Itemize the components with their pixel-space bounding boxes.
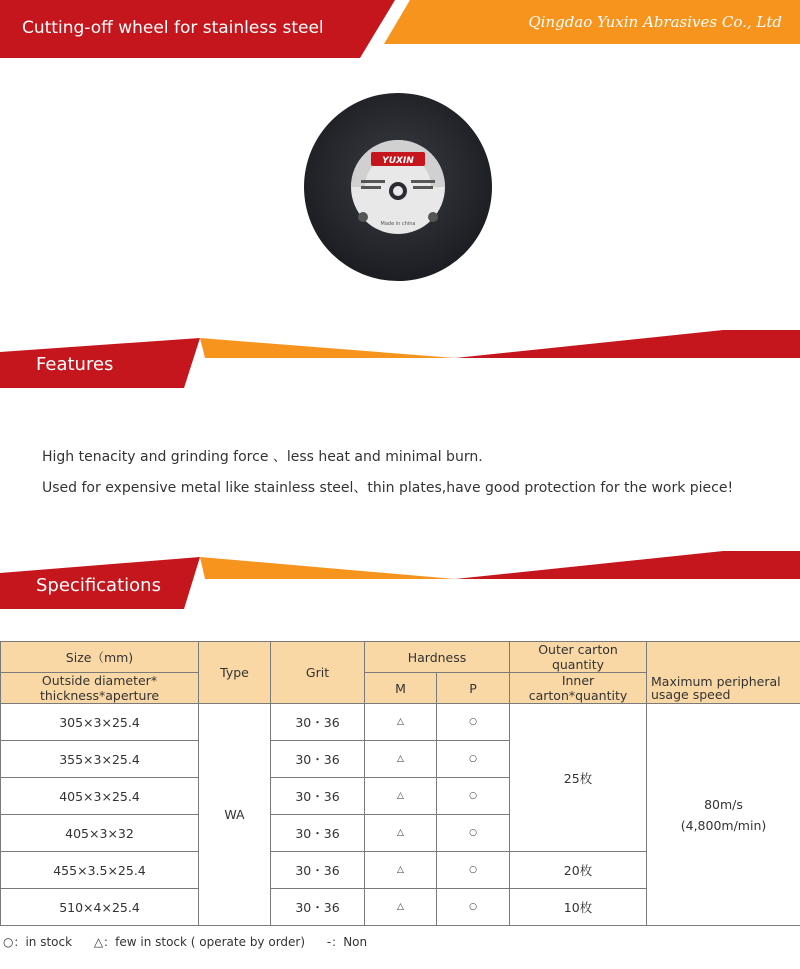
size-cell: 405×3×25.4 [1, 778, 199, 815]
grit-cell: 30・36 [271, 815, 365, 852]
speed-ms: 80m/s [704, 796, 743, 812]
size-cell: 355×3×25.4 [1, 741, 199, 778]
features-section-bar [0, 330, 800, 388]
grit-cell: 30・36 [271, 852, 365, 889]
hardness-m-cell: △ [365, 778, 437, 815]
product-image [303, 92, 493, 282]
carton-10-cell: 10枚 [510, 889, 647, 926]
hardness-p-cell: ○ [437, 889, 510, 926]
svg-text:YUXIN: YUXIN [382, 156, 414, 166]
header-hardness: Hardness [365, 642, 510, 673]
legend-few-in-stock: △：few in stock ( operate by order) [93, 935, 306, 949]
header-max-speed: Maximum peripheral usage speed [647, 673, 800, 704]
header-speed-top [647, 642, 800, 673]
hardness-p-cell: ○ [437, 852, 510, 889]
header-hardness-m: M [365, 673, 437, 704]
header-size-sub: Outside diameter* thickness*aperture [1, 673, 199, 704]
hardness-p-cell: ○ [437, 815, 510, 852]
size-cell: 305×3×25.4 [1, 704, 199, 741]
type-cell: WA [199, 704, 271, 926]
hardness-p-cell: ○ [437, 704, 510, 741]
header-type: Type [199, 642, 271, 704]
hardness-m-cell: △ [365, 741, 437, 778]
feature-line-1: High tenacity and grinding force 、less heat and minimal burn. [42, 449, 483, 465]
svg-text:Made in china: Made in china [380, 221, 416, 227]
hardness-m-cell: △ [365, 852, 437, 889]
hardness-p-cell: ○ [437, 741, 510, 778]
grit-cell: 30・36 [271, 889, 365, 926]
carton-25-cell: 25枚 [510, 704, 647, 852]
header-size: Size（mm) [1, 642, 199, 673]
hardness-m-cell: △ [365, 815, 437, 852]
header-grit: Grit [271, 642, 365, 704]
grit-cell: 30・36 [271, 778, 365, 815]
size-cell: 510×4×25.4 [1, 889, 199, 926]
page-header [0, 0, 800, 60]
speed-min: (4,800m/min) [680, 817, 767, 833]
hardness-m-cell: △ [365, 889, 437, 926]
page-title: Cutting-off wheel for stainless steel [22, 18, 324, 38]
size-cell: 405×3×32 [1, 815, 199, 852]
legend-non: -：Non [326, 935, 368, 949]
feature-line-2: Used for expensive metal like stainless steel、thin plates,have good protection for the work piece! [42, 480, 734, 496]
header-inner-carton: Inner carton*quantity [510, 673, 647, 704]
legend-in-stock: ○：in stock [3, 935, 73, 949]
specifications-table [0, 641, 800, 926]
grit-cell: 30・36 [271, 704, 365, 741]
speed-cell [647, 704, 800, 926]
header-hardness-p: P [437, 673, 510, 704]
hardness-p-cell: ○ [437, 778, 510, 815]
features-heading: Features [36, 354, 114, 375]
specifications-section-bar [0, 551, 800, 609]
specifications-heading: Specifications [36, 575, 161, 596]
legend [3, 933, 385, 950]
grit-cell: 30・36 [271, 741, 365, 778]
carton-20-cell: 20枚 [510, 852, 647, 889]
size-cell: 455×3.5×25.4 [1, 852, 199, 889]
header-outer-carton: Outer carton quantity [510, 642, 647, 673]
table-row [1, 704, 800, 741]
company-name: Qingdao Yuxin Abrasives Co., Ltd [528, 13, 782, 31]
hardness-m-cell: △ [365, 704, 437, 741]
